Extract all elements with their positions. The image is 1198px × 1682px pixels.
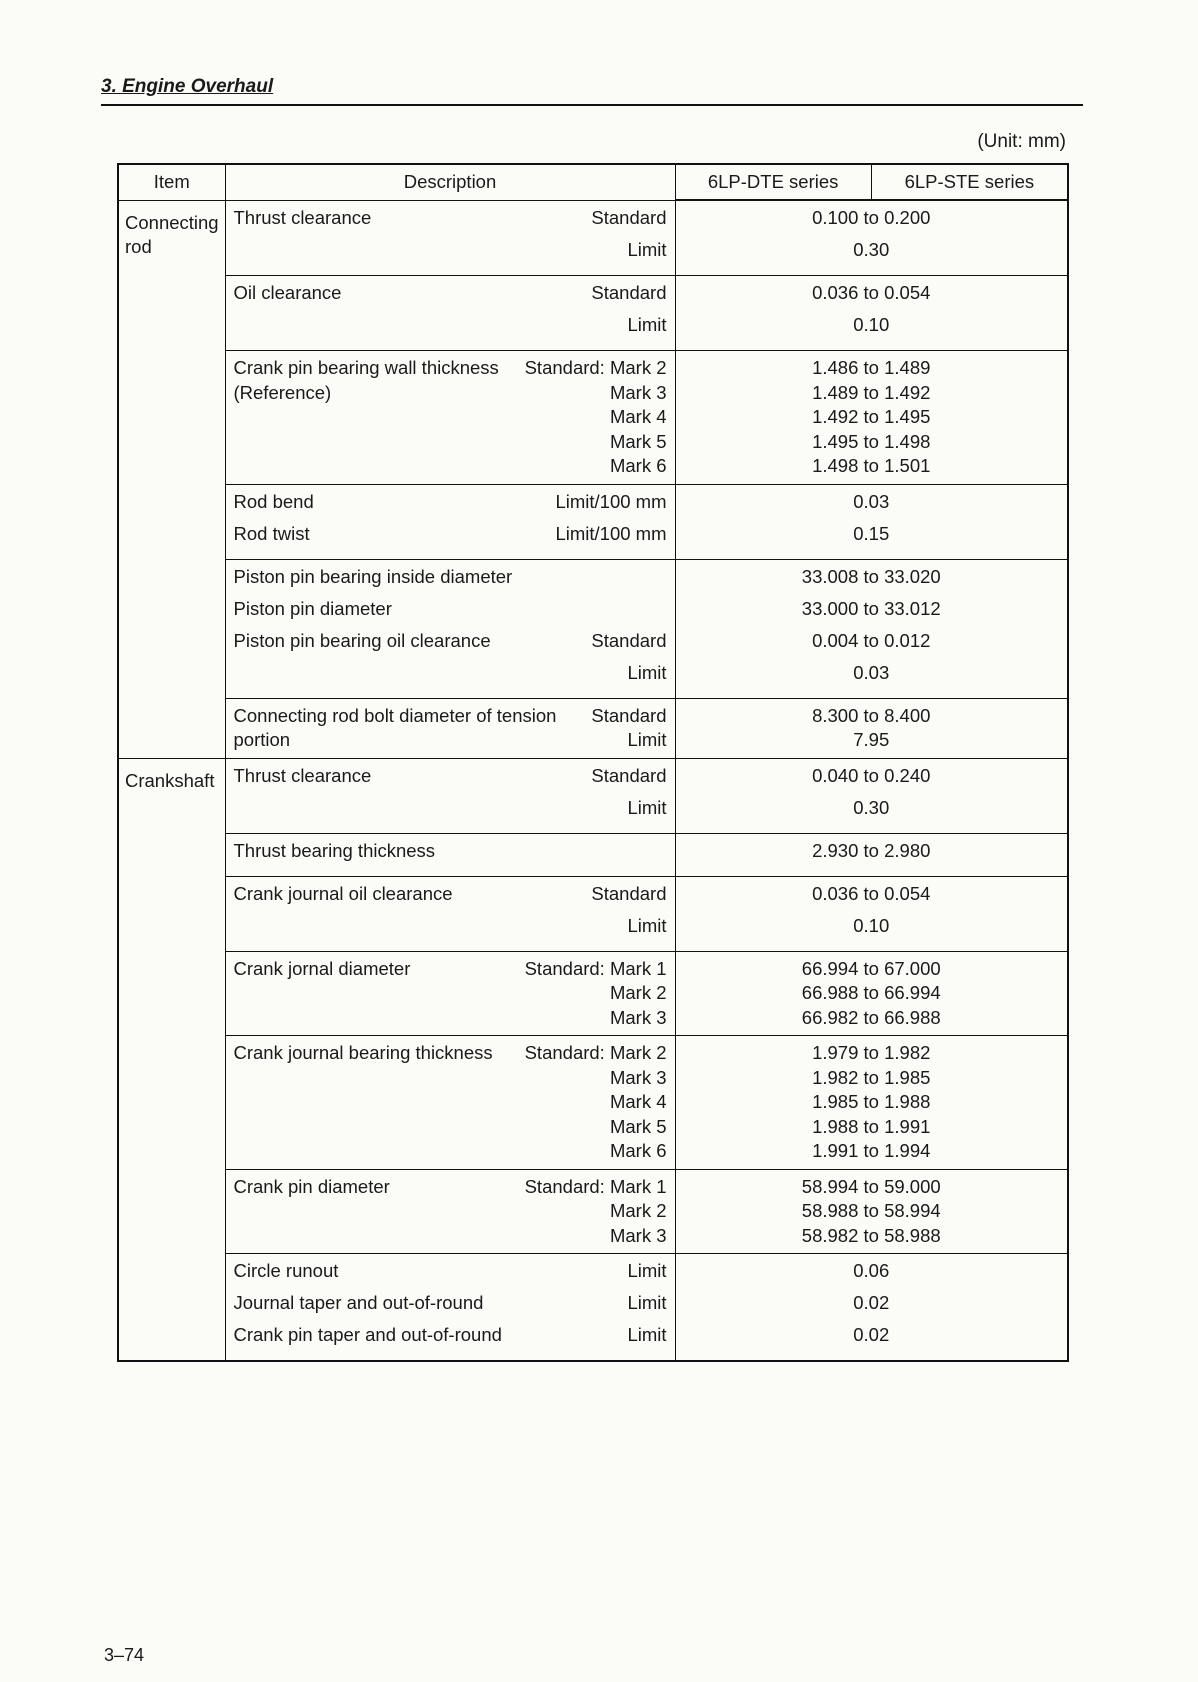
description-line [234,490,667,522]
description-line [234,629,667,661]
spec-value: 1.492 to 1.495 [812,406,931,427]
value-cell [675,1169,1068,1254]
table-row [118,276,1068,351]
value-cell [675,559,1068,698]
description-label: Thrust clearance [233,206,372,228]
table-row [118,876,1068,951]
table-row [118,1036,1068,1170]
condition-label: Mark 5 [609,1115,667,1137]
condition-label: Mark 5 [609,430,667,452]
condition-label: Standard [591,629,667,651]
condition-label: Limit/100 mm [555,522,667,544]
description-label: Crank pin bearing wall thickness [233,357,499,378]
description-line [234,206,667,238]
value-cell [675,698,1068,758]
description-label: Connecting rod bolt diameter of tension [233,704,557,726]
description-line [234,597,667,629]
description-line [234,728,667,753]
spec-value: 2.930 to 2.980 [812,839,931,861]
condition-label: Standard [591,764,667,786]
description-line [234,882,667,914]
description-line [234,405,667,430]
condition-label: Limit [627,1260,667,1281]
description-line [234,1115,667,1140]
condition-label: Mark 6 [609,455,667,476]
spec-value: 0.03 [853,661,890,683]
value-cell [675,951,1068,1036]
condition-label: Mark 4 [609,1091,667,1112]
description-line [234,1291,667,1323]
table-row [118,559,1068,698]
page-number: 3–74 [104,1645,145,1665]
description-label: Crank pin taper and out-of-round [233,1324,502,1345]
spec-value: 7.95 [853,729,890,750]
condition-label: Standard: Mark 1 [524,957,667,979]
header-series-ste: 6LP-STE series [904,170,1035,192]
description-cell [225,833,675,876]
description-cell [225,758,675,833]
description-line [234,796,667,828]
condition-label: Limit [627,1324,667,1345]
value-cell [675,351,1068,485]
page-header [101,74,1083,106]
condition-label: Limit [627,238,667,260]
description-line [234,957,667,982]
condition-label: Standard [591,206,667,228]
value-cell [675,876,1068,951]
description-line [234,1259,667,1291]
description-line [234,454,667,479]
description-cell [225,484,675,559]
description-label: Circle runout [233,1260,339,1281]
condition-label: Limit [627,796,667,818]
description-cell [225,559,675,698]
table-body [118,200,1068,1361]
spec-value: 1.489 to 1.492 [812,381,931,403]
condition-label: Limit [627,1292,667,1313]
header-series-dte: 6LP-DTE series [676,165,872,199]
value-cell [675,833,1068,876]
table-row [118,833,1068,876]
table-row [118,698,1068,758]
spec-value: 0.036 to 0.054 [812,882,931,904]
description-line [234,661,667,693]
condition-label: Standard [591,282,667,303]
condition-label: Mark 4 [609,406,667,427]
description-label: portion [233,729,291,750]
condition-label: Limit/100 mm [555,490,667,512]
item-cell: Connecting rod [118,200,225,758]
spec-value: 58.994 to 59.000 [801,1175,941,1197]
spec-value: 58.982 to 58.988 [801,1224,941,1246]
description-line [234,356,667,381]
description-line [234,238,667,270]
description-cell [225,876,675,951]
description-label: Rod twist [233,522,310,544]
description-line [234,565,667,597]
description-line [234,704,667,729]
description-cell [225,1169,675,1254]
condition-label: Standard: Mark 2 [524,1042,667,1063]
spec-value: 1.498 to 1.501 [812,455,931,476]
description-label: (Reference) [233,381,332,403]
header-series [675,164,1068,200]
condition-label: Limit [627,729,667,750]
description-label: Piston pin bearing oil clearance [233,629,491,651]
value-cell [675,758,1068,833]
spec-value: 1.988 to 1.991 [812,1115,931,1137]
description-line [234,839,667,871]
condition-label: Standard: Mark 2 [524,357,667,378]
description-line [234,381,667,406]
spec-value: 1.979 to 1.982 [812,1042,931,1063]
description-line [234,522,667,554]
spec-value: 0.03 [853,490,890,512]
item-cell: Crankshaft [118,758,225,1361]
header-description: Description [225,164,675,200]
condition-label: Standard [591,882,667,904]
description-line [234,914,667,946]
condition-label: Standard: Mark 1 [524,1175,667,1197]
spec-table [117,163,1069,1362]
description-label: Thrust clearance [233,764,372,786]
spec-value: 1.982 to 1.985 [812,1066,931,1088]
description-label: Journal taper and out-of-round [233,1292,484,1313]
description-label: Piston pin diameter [233,597,392,619]
description-line [234,1006,667,1031]
spec-value: 0.036 to 0.054 [812,282,931,303]
spec-value: 0.06 [853,1260,890,1281]
header-item: Item [118,164,225,200]
value-cell [675,1254,1068,1362]
condition-label: Mark 2 [609,982,667,1003]
condition-label: Mark 3 [609,1224,667,1246]
spec-value: 0.040 to 0.240 [812,764,931,786]
condition-label: Limit [627,661,667,683]
value-cell [675,1036,1068,1170]
description-line [234,764,667,796]
section-title: 3. Engine Overhaul [101,76,274,97]
description-label: Crank journal oil clearance [233,882,453,904]
description-label: Thrust bearing thickness [233,839,436,861]
unit-note: (Unit: mm) [977,131,1066,152]
description-line [234,313,667,345]
description-label: Oil clearance [233,282,342,303]
spec-value: 0.02 [853,1292,890,1313]
spec-value: 1.495 to 1.498 [812,430,931,452]
description-label: Crank pin diameter [233,1175,390,1197]
spec-value: 0.15 [853,522,890,544]
description-cell [225,200,675,276]
description-line [234,1323,667,1355]
spec-value: 0.30 [853,239,890,260]
spec-value: 1.486 to 1.489 [812,357,931,378]
spec-value: 66.994 to 67.000 [801,957,941,979]
description-label: Crank journal bearing thickness [233,1042,493,1063]
condition-label: Mark 3 [609,1006,667,1028]
condition-label: Standard [591,704,667,726]
description-cell [225,698,675,758]
description-cell [225,1036,675,1170]
spec-value: 0.02 [853,1324,890,1345]
table-row [118,758,1068,833]
spec-value: 0.004 to 0.012 [812,629,931,651]
description-label: Crank jornal diameter [233,957,411,979]
description-cell [225,1254,675,1362]
condition-label: Mark 6 [609,1140,667,1161]
spec-value: 66.982 to 66.988 [801,1006,941,1028]
value-cell [675,484,1068,559]
table-row [118,951,1068,1036]
description-label: Rod bend [233,490,314,512]
spec-value: 58.988 to 58.994 [801,1200,941,1221]
description-line [234,1224,667,1249]
spec-value: 33.000 to 33.012 [801,597,941,619]
spec-value: 66.988 to 66.994 [801,982,941,1003]
spec-value: 0.100 to 0.200 [812,207,931,228]
description-cell [225,276,675,351]
spec-value: 0.10 [853,314,890,335]
spec-value: 33.008 to 33.020 [801,565,941,587]
condition-label: Limit [627,314,667,335]
value-cell [675,276,1068,351]
description-cell [225,351,675,485]
spec-value: 1.985 to 1.988 [812,1091,931,1112]
description-line [234,1175,667,1200]
description-line [234,1090,667,1115]
description-line [234,430,667,455]
description-line [234,1041,667,1066]
spec-value: 0.30 [853,796,890,818]
condition-label: Mark 2 [609,1200,667,1221]
table-row [118,484,1068,559]
description-label: Piston pin bearing inside diameter [233,565,513,587]
spec-value: 0.10 [853,914,890,936]
description-cell [225,951,675,1036]
table-header-row [118,164,1068,200]
spec-value: 8.300 to 8.400 [812,704,931,726]
condition-label: Mark 3 [609,381,667,403]
description-line [234,281,667,313]
description-line [234,1066,667,1091]
table-row [118,1169,1068,1254]
spec-value: 1.991 to 1.994 [812,1140,931,1161]
condition-label: Mark 3 [609,1066,667,1088]
table-row [118,1254,1068,1362]
table-row [118,351,1068,485]
description-line [234,981,667,1006]
description-line [234,1139,667,1164]
condition-label: Limit [627,914,667,936]
description-line [234,1199,667,1224]
value-cell [675,200,1068,276]
table-row [118,200,1068,276]
